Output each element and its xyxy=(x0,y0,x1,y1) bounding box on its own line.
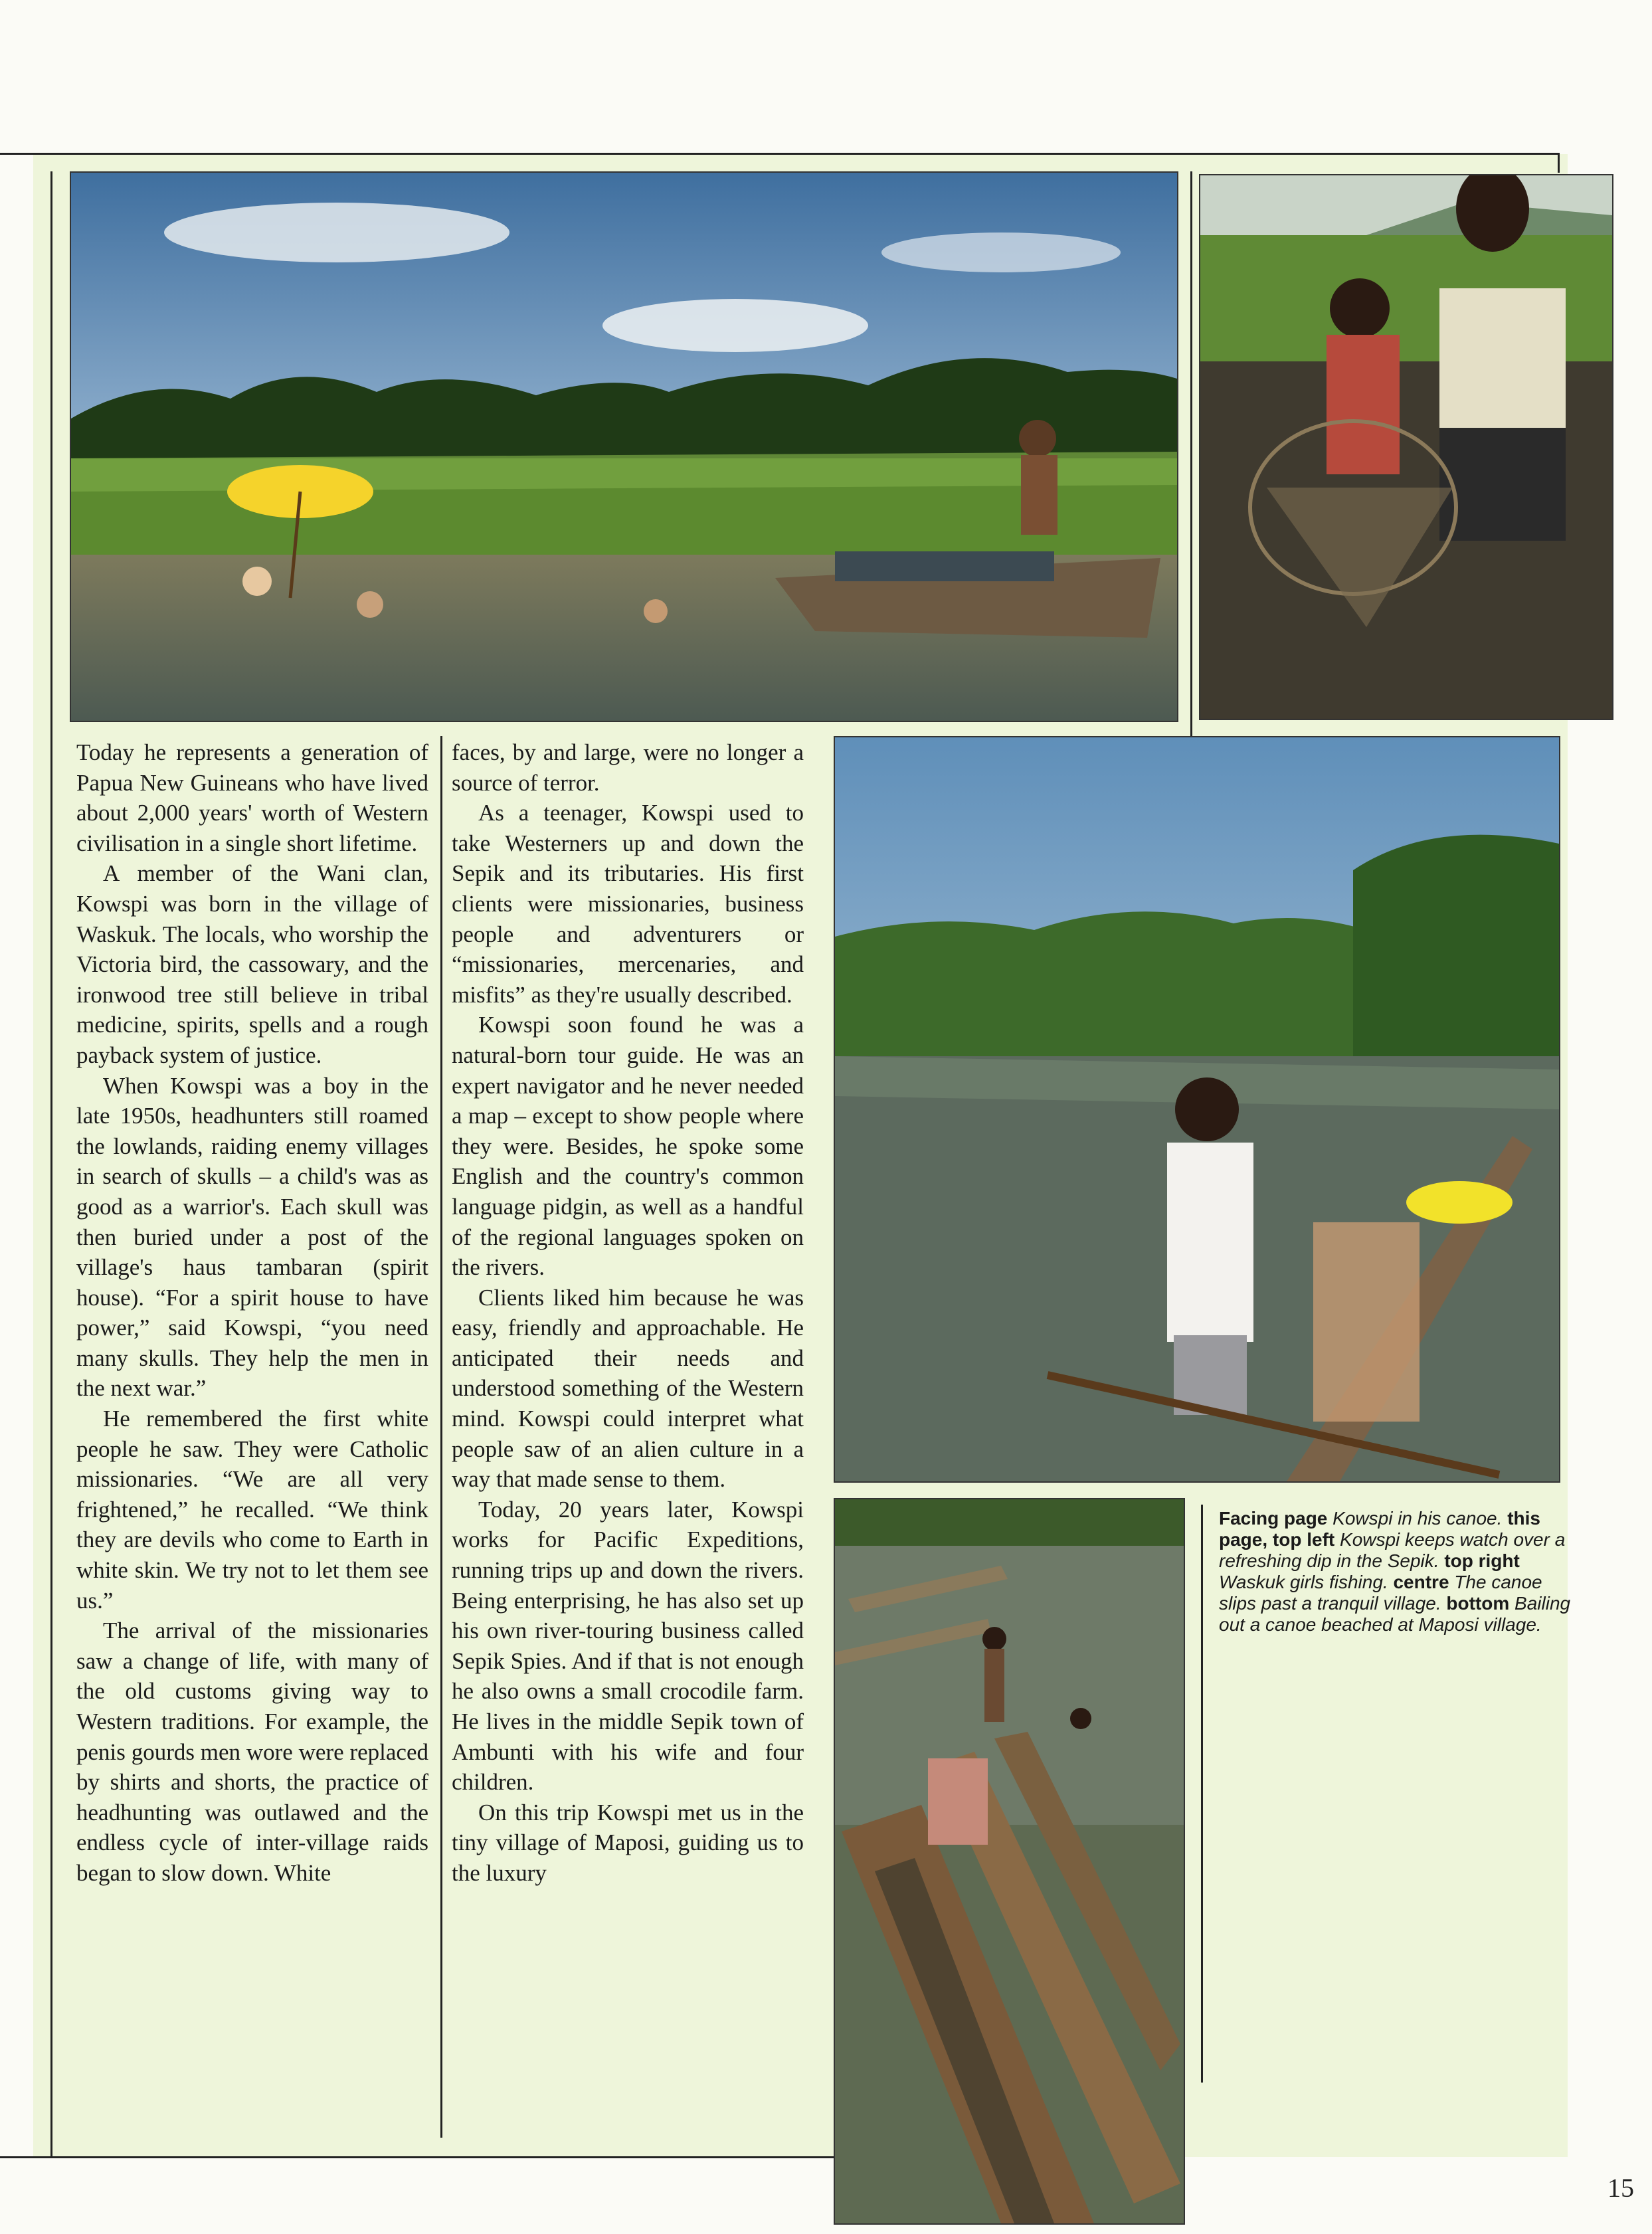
photo-canoe-village xyxy=(834,736,1560,1483)
paragraph: He remembered the first white people he saw. They were Catholic missionaries. “We are all very frightened,” he recalled. “We think they are devils who come to Earth in white skin. We try not to let them see us.” xyxy=(76,1406,428,1614)
caption-text: Kowspi in his canoe. xyxy=(1327,1508,1508,1529)
photo-caption xyxy=(1219,1508,1571,1635)
paragraph: As a teenager, Kowspi used to take Westerners up and down the Sepik and its tributaries. His first clients were missionaries, business people and adventurers or “missionaries, mercenaries, and misfits” as they're usually described. xyxy=(452,800,804,1008)
page-number: 15 xyxy=(1607,2173,1634,2203)
paragraph: The arrival of the missionaries saw a change of life, with many of the old customs giving way to Western traditions. For example, the penis gourds men wore were replaced by shirts and shorts, the practice of headhunting was outlawed and the endless cycle of inter-village raids began to slow down. White xyxy=(76,1618,428,1886)
photo-beached-canoes xyxy=(834,1498,1185,2225)
paragraph: faces, by and large, were no longer a source of terror. xyxy=(452,739,804,796)
caption-divider-rule xyxy=(1201,1505,1203,2083)
caption-text: Waskuk girls fishing. xyxy=(1219,1572,1394,1592)
paragraph: Today, 20 years later, Kowspi works for Pacific Expeditions, running trips up and down the rivers. Being enterprising, he has also set up his own river-touring business called Sepik Spies. And if that is not enough he also owns a small crocodile farm. He lives in the middle Sepik town of Ambunti with his wife and four children. xyxy=(452,1496,804,1796)
top-rule-tick xyxy=(1558,153,1560,173)
photo-divider-rule xyxy=(1190,171,1192,739)
caption-label: bottom xyxy=(1446,1593,1510,1614)
left-rule xyxy=(50,171,52,2158)
paragraph: Clients liked him because he was easy, friendly and approachable. He anticipated their needs and understood something of the Western mind. Kowspi could interpret what people saw of an alien culture in a way that made sense to them. xyxy=(452,1284,804,1493)
paragraph: When Kowspi was a boy in the late 1950s, headhunters still roamed the lowlands, raiding enemy villages in search of skulls – a child's was as good as a warrior's. Each skull was then buried under a post of the village's haus tambaran (spirit house). “For a spirit house to have power,” said Kowspi, “you need many skulls. They help the men in the next war.” xyxy=(76,1072,428,1402)
paragraph: On this trip Kowspi met us in the tiny village of Maposi, guiding us to the luxury xyxy=(452,1799,804,1886)
caption-label: Facing page xyxy=(1219,1508,1328,1529)
caption-label: centre xyxy=(1393,1572,1449,1592)
photo-river-swim xyxy=(70,171,1178,722)
top-rule xyxy=(0,153,1558,155)
paragraph: Today he represents a generation of Papua New Guineans who have lived about 2,000 years' worth of Western civilisation in a single short lifetime. xyxy=(76,739,428,856)
paragraph: A member of the Wani clan, Kowspi was born in the village of Waskuk. The locals, who worship the Victoria bird, the cassowary, and the ironwood tree still believe in tribal medicine, spirits, spells and a rough payback system of justice. xyxy=(76,860,428,1068)
article-column-2 xyxy=(452,737,804,1889)
bottom-rule xyxy=(0,2156,852,2158)
column-divider-rule xyxy=(440,736,442,2138)
caption-text: Kowspi keeps watch over a refreshing dip in the Sepik. xyxy=(1219,1529,1566,1571)
caption-label: top right xyxy=(1444,1550,1520,1571)
photo-girls-fishing xyxy=(1199,174,1613,720)
article-column-1 xyxy=(76,737,428,1889)
paragraph: Kowspi soon found he was a natural-born tour guide. He was an expert navigator and he never needed a map – except to show people where they were. Besides, he spoke some English and the country's common language pidgin, as well as a handful of the regional languages spoken on the rivers. xyxy=(452,1012,804,1281)
caption-text: Bailing out a canoe beached at Maposi village. xyxy=(1219,1593,1571,1635)
caption-label: this page, top left xyxy=(1219,1508,1540,1550)
caption-text: The canoe slips past a tranquil village. xyxy=(1219,1572,1542,1614)
